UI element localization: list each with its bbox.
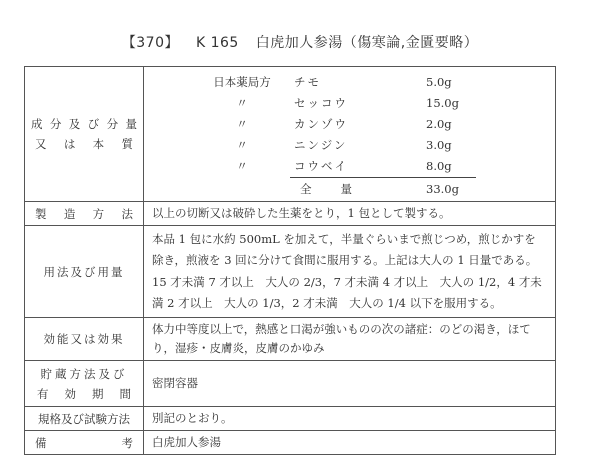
ingredient-row: 〃 カンゾウ 2.0g: [236, 116, 452, 131]
manufacture-row: [25, 202, 556, 226]
spec-label: 規格及び試験方法: [25, 407, 144, 431]
composition-row: [25, 67, 556, 202]
storage-label: 貯蔵方法及び 有 効 期 間: [25, 361, 144, 407]
title-name: 白虎加人参湯（傷寒論,金匱要略）: [255, 35, 479, 51]
ingredient-row: 〃 コウベイ 8.0g: [236, 158, 452, 173]
storage-row: [25, 361, 556, 407]
composition-values: [144, 67, 556, 202]
formula-table: [24, 66, 556, 455]
remarks-label: 備 考: [25, 431, 144, 455]
title-code: K 165: [195, 35, 239, 51]
efficacy-text: 体力中等度以上で，熱感と口渇が強いものの次の諸症：のどの渇き，ほてり，湿疹・皮膚炎，皮膚のかゆみ: [144, 318, 556, 361]
ingredient-row: 〃 セッコウ 15.0g: [236, 95, 459, 110]
total-row: 全 量 33.0g: [300, 181, 459, 196]
spec-row: [25, 407, 556, 431]
document-title: [0, 32, 600, 52]
efficacy-row: [25, 318, 556, 361]
ingredient-row: 〃 ニンジン 3.0g: [236, 137, 452, 152]
manufacture-label: 製 造 方 法: [25, 202, 144, 226]
spec-text: 別記のとおり。: [144, 407, 556, 431]
usage-row: [25, 226, 556, 318]
composition-label: [25, 67, 144, 202]
composition-label-line1: 成 分 及 び 分 量: [31, 117, 137, 131]
remarks-text: 白虎加人参湯: [144, 431, 556, 455]
efficacy-label: 効能又は効果: [25, 318, 144, 361]
remarks-row: [25, 431, 556, 455]
usage-text: 本品 1 包に水約 500mL を加えて，半量ぐらいまで煎じつめ，煎じかすを除き，煎液を 3 回に分けて食間に服用する。上記は大人の 1 日量である。15 才未満 7 才以上 大人の 2/3，7 才未満 4 才以上 大人の 1/2，4 才未満 2 才以上 大人の 1/3，2 才未満 大人の 1/4 以下を服用する。: [144, 226, 556, 318]
ingredient-row: 日本薬局方 チモ 5.0g: [213, 74, 452, 89]
storage-text: 密閉容器: [144, 361, 556, 407]
usage-label: 用法及び用量: [25, 226, 144, 318]
manufacture-text: 以上の切断又は破砕した生薬をとり，1 包として製する。: [144, 202, 556, 226]
title-number: 【370】: [121, 35, 179, 51]
composition-label-line2: 又 は 本 質: [35, 137, 133, 151]
